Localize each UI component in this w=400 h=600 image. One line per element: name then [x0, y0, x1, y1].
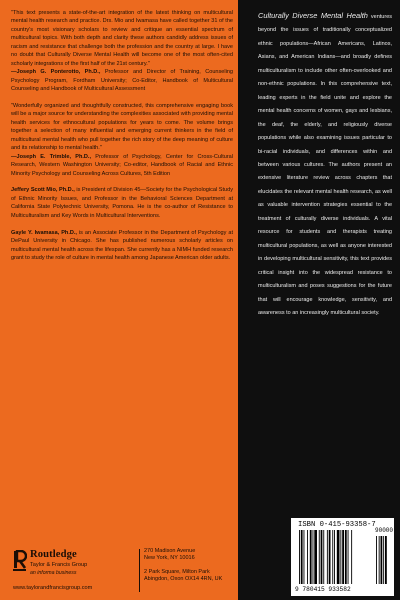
endorsement-2-name: —Joseph E. Trimble, Ph.D.,: [11, 153, 91, 160]
barcode-bar: [348, 530, 349, 584]
bio-mio: [11, 186, 233, 220]
barcode-addon-bar: [383, 536, 384, 584]
address-line: New York, NY 10016: [144, 555, 195, 561]
endorsement-2-affiliation: Professor of Psychology, Center for Cross-Cultural Research, Western Washington University; Co-editor, Handbook of Racial and Ethnic Minority Psychology and Counseling Across Cultures, 5th Edition: [11, 153, 233, 177]
barcode-bar: [337, 530, 340, 584]
barcode-icon: [298, 530, 390, 586]
barcode-bar: [329, 530, 331, 584]
publisher-group: Taylor & Francis Group: [30, 562, 88, 568]
publisher-block: [10, 548, 236, 596]
bio-iwamasa-name: Gayle Y. Iwamasa, Ph.D.,: [11, 229, 77, 236]
barcode-bar: [314, 530, 317, 584]
barcode-bar: [313, 530, 314, 584]
address-line: 270 Madison Avenue: [144, 548, 196, 554]
barcode-bar: [301, 530, 303, 584]
bio-iwamasa: [11, 229, 233, 263]
publisher-tagline: an informa business: [30, 569, 77, 576]
barcode-bar: [299, 530, 300, 584]
barcode-bar: [351, 530, 352, 584]
address-line: [144, 562, 239, 569]
isbn-label: ISBN 0-415-93358-7: [298, 521, 376, 529]
routledge-logo-icon: [13, 550, 27, 572]
bio-mio-name: Jeffery Scott Mio, Ph.D.,: [11, 187, 75, 194]
price-code: 90000: [375, 527, 394, 534]
address-line: Abingdon, Oxon OX14 4RN, UK: [144, 576, 223, 582]
barcode-bar: [345, 530, 347, 584]
barcode-bar: [323, 530, 324, 584]
publisher-address: [144, 548, 239, 583]
barcode-bar: [342, 530, 344, 584]
endorsement-1-name: —Joseph G. Ponterotto, Ph.D.,: [11, 69, 101, 76]
address-line: 2 Park Square, Milton Park: [144, 569, 210, 575]
barcode-bar: [304, 530, 305, 584]
barcode-bar: [332, 530, 333, 584]
barcode-bar: [340, 530, 341, 584]
ean-digits: 9 780415 933582: [295, 586, 351, 593]
endorsement-1-quote: "This text presents a state-of-the-art integration of the latest thinking on multicultural mental health research and practice. Drs. Mio and Iwamasa have called together 31 of the country's most visionary scholars to review and critique an essential spectrum of multicultural topics. With both depth and clarity these authors candidly address issues of racism and resistance that challenge both the profession and the country at large. I have no doubt that Culturally Diverse Mental Health will become one of the most often-cited scholarly integrations of the first half of the 21st century.": [11, 10, 233, 67]
publisher-name: Routledge: [30, 549, 77, 560]
barcode-bar: [319, 530, 320, 584]
bio-mio-text: is President of Division 45—Society for the Psychological Study of Ethnic Minority Issues, and Professor in the Behavioral Sciences Department at California State Polytechnic University, Pomona. He is the co-author of Resistance to Multiculturalism and Key Words in Multicultural Interventions.: [11, 187, 233, 219]
barcode-bar: [321, 530, 323, 584]
description-column: [258, 9, 392, 320]
publisher-divider: [139, 549, 140, 592]
bio-iwamasa-text: is an Associate Professor in the Department of Psychology at DePaul University in Chicago. She has published numerous scholarly articles on multicultural mental health across the lifespan. She currently has a NIMH funded research grant to study the role of culture in mental health among Japanese American older adults.: [11, 229, 233, 261]
barcode-addon-bar: [376, 536, 377, 584]
barcode-bar: [327, 530, 328, 584]
endorsement-1: [11, 9, 233, 94]
description-body: ventures beyond the issues of traditionally conceptualized ethnic populations—African Americans, Latinos, Asians, and American Indians—and broadly defines multiculturalism to include other often-overlooked and non-ethnic populations. In this comprehensive text, leading experts in the field unite and explore the mental health concerns of women, gays and lesbians, the deaf, the elderly, and religiously diverse populations while also examining issues particular to bi-racial individuals, and differences within and between various cultures. The authors present an extensive literature review across chapters that elucidates the relevant mental health research, as well as valuable intervention strategies essential to the treatment of culturally diverse individuals. A vital resource for students and therapists treating multicultural populations, as well as anyone interested in developing multicultural sensitivity, this text provides critical insight into the widespread resistance to multiculturalism and poses suggestions for the future that will encourage knowledge, sensitivity, and awareness to an increasingly multicultural society.: [258, 14, 392, 316]
publisher-url[interactable]: www.taylorandfrancisgroup.com: [13, 585, 93, 591]
endorsements-column: [11, 9, 233, 271]
barcode-panel: [291, 518, 394, 596]
barcode-bar: [310, 530, 312, 584]
barcode-bar: [334, 530, 335, 584]
barcode-addon-bar: [381, 536, 383, 584]
endorsement-1-affiliation: Professor and Director of Training, Counseling Psychology Program, Fordham University; Co-Editor, Handbook of Multicultural Counseling and Handbook of Multicultural Assessment: [11, 69, 233, 93]
description-book-title: Culturally Diverse Mental Health: [258, 11, 368, 20]
barcode-bar: [307, 530, 308, 584]
barcode-addon-bar: [385, 536, 387, 584]
endorsement-2: [11, 102, 233, 178]
endorsement-2-quote: "Wonderfully organized and thoughtfully constructed, this comprehensive engaging book will be a major source for understanding the complexities associated with providing mental health services for ethnocultural populations for years to come. The volume brings together a selection of many influential and emerging current thinkers in the field of multicultural mental health who pull together the rich story of the deep meaning of culture and its relationship to mental health.": [11, 102, 233, 152]
barcode-addon-bar: [379, 536, 380, 584]
